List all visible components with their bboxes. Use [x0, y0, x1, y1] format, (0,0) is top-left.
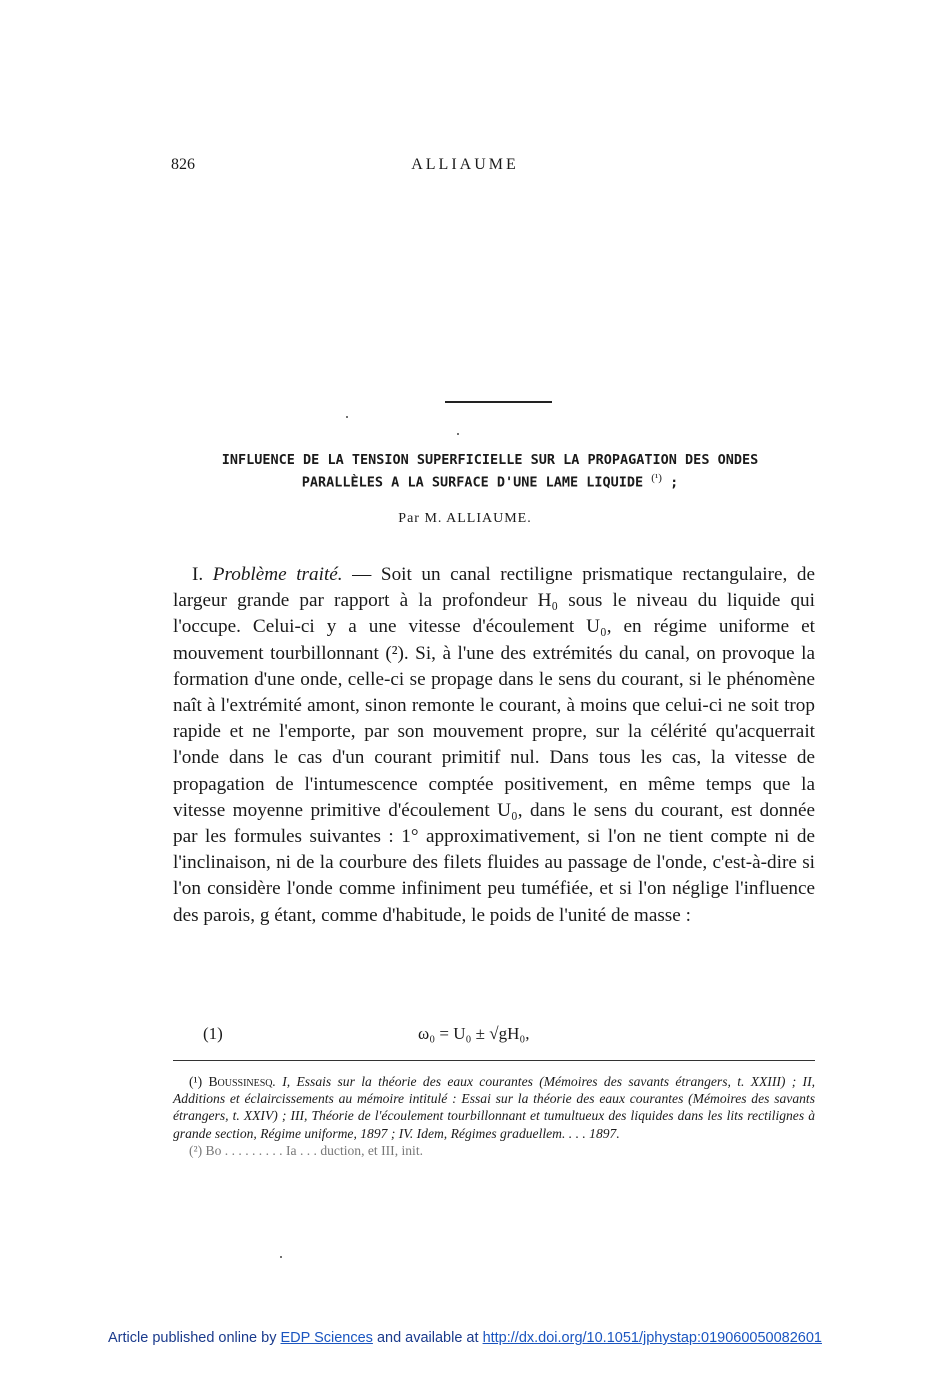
- byline: Par M. ALLIAUME.: [398, 511, 532, 526]
- body-paragraph: I. Problème traité. — Soit un canal rectiligne prismatique rectangulaire, de largeur grande par rapport à la profondeur H₀ sous le niveau du liquide qui l'occupe. Celui-ci y a une vitesse d'écoulement U₀, en régime uniforme et mouvement tourbillonnant (²). Si, à l'une des extrémités du canal, on provoque la formation d'une onde, celle-ci se propage dans le sens du courant, si le phénomène naît à l'extrémité amont, sinon remonte le courant, à moins que celui-ci ne soit trop rapide et ne l'emporte, par son mouvement propre, sur la célérité qu'acquerrait l'onde dans le cas d'un courant primitif nul. Dans tous les cas, la vitesse de propagation de l'intumescence comptée positivement, en même temps que la vitesse moyenne primitive d'écoulement U₀, dans le sens du courant, est donnée par les formules suivantes : 1° approximativement, si l'on ne tient compte ni de l'inclinaison, ni de la courbure des filets fluides au passage de l'onde, c'est-à-dire si l'on considère l'onde comme infiniment peu tuméfiée, et si l'on néglige l'influence des parois, g étant, comme d'habitude, le poids de l'unité de masse :: [173, 564, 816, 926]
- title-rule: [445, 401, 552, 403]
- speck: [346, 416, 348, 418]
- speck: [280, 1256, 282, 1258]
- footnote-2: [173, 1142, 815, 1159]
- title-line-2: PARALLÈLES A LA SURFACE D'UNE LAME LIQUIDE $^{(^1)}$ ;: [301, 472, 679, 491]
- body-text: Soit un canal rectiligne prismatique rectangulaire, de largeur grande par rapport à la profondeur H₀ sous le niveau du liquide qui l'occupe. Celui-ci y a une vitesse d'écoulement U₀, en régime uniforme et mouvement tourbillonnant (²). Si, à l'une des extrémités du canal, on provoque la formation d'une onde, celle-ci se propage dans le sens du courant, si le phénomène naît à l'extrémité amont, sinon remonte le courant, à moins que celui-ci ne soit trop rapide et ne l'emporte, par son mouvement propre, sur la célérité qu'acquerrait l'onde dans le cas d'un courant primitif nul. Dans tous les cas, la vitesse de propagation de l'intumescence comptée positivement, en même temps que la vitesse moyenne primitive d'écoulement U₀, dans le sens du courant, est donnée par les formules suivantes : 1° approximativement, si l'on ne tient compte ni de l'inclinaison, ni de la courbure des filets fluides au passage de l'onde, c'est-à-dire si l'on considère l'onde comme infiniment peu tuméfiée, et si l'on néglige l'influence des parois, g étant, comme d'habitude, le poids de l'unité de masse :: [173, 564, 816, 926]
- title-line-1: INFLUENCE DE LA TENSION SUPERFICIELLE SUR LA PROPAGATION DES ONDES: [221, 452, 759, 468]
- footnote-1-marker: (¹): [189, 1074, 203, 1089]
- publisher-footer: Article published online by EDP Sciences and available at http://dx.doi.org/10.1051/jphystap:019060050082601: [108, 1330, 822, 1346]
- footnote-1-text: . I, Essais sur la théorie des eaux courantes (Mémoires des savants étrangers, t. XXIII) ; II, Additions et éclaircissements au mémoire intitulé : Essai sur la théorie des eaux courantes (Mémoires des savants étrangers, t. XXIV) ; III, Théorie de l'écoulement tourbillonnant et tumultueux des liquides dans les lits rectilignes à grande section, Régime uniforme, 1897 ; IV. Idem, Régimes graduellem. . . . 1897.: [173, 1074, 815, 1141]
- equation-number: (1): [203, 1024, 223, 1043]
- doi-link[interactable]: http://dx.doi.org/10.1051/jphystap:019060050082601: [482, 1330, 822, 1346]
- footnotes: [173, 1073, 815, 1159]
- equation-formula: ω₀ = U₀ ± √gH₀,: [418, 1024, 530, 1043]
- footnote-2-text: Bo . . . . . . . . . Ia . . . duction, et III, init.: [205, 1142, 424, 1158]
- article-title: [160, 451, 820, 492]
- speck: [457, 433, 459, 435]
- footnote-1-author: Boussinesq: [208, 1074, 273, 1089]
- footnote-1: [173, 1073, 815, 1142]
- edp-sciences-link[interactable]: EDP Sciences: [280, 1330, 373, 1346]
- section-title: Problème traité.: [212, 564, 343, 585]
- page-number: 826: [171, 156, 195, 173]
- running-head: ALLIAUME: [411, 156, 519, 173]
- section-number: I.: [192, 564, 204, 585]
- footnote-2-marker: (²): [189, 1142, 203, 1158]
- title-footnote-ref[interactable]: (¹): [651, 472, 662, 484]
- footnote-rule: [173, 1060, 815, 1061]
